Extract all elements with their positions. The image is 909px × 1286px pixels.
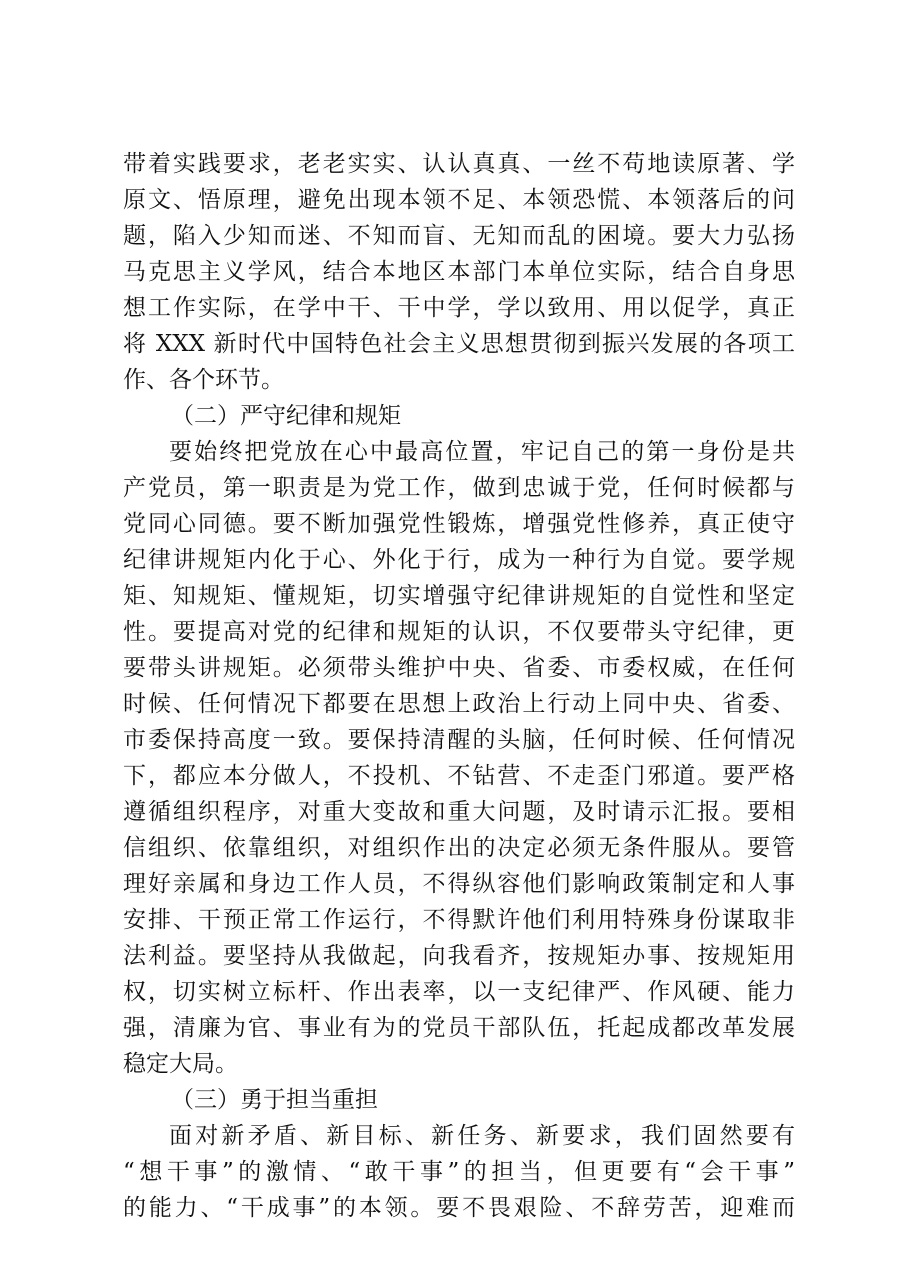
text-line: 权，切实树立标杆、作出表率，以一支纪律严、作风硬、能力 (123, 979, 795, 1005)
text-line: 矩、知规矩、懂规矩，切实增强守纪律讲规矩的自觉性和坚定 (123, 583, 795, 609)
text-line: 要带头讲规矩。必须带头维护中央、省委、市委权威，在任何 (123, 655, 795, 681)
text-line: 带着实践要求，老老实实、认认真真、一丝不苟地读原著、学 (123, 151, 795, 177)
text-line: 纪律讲规矩内化于心、外化于行，成为一种行为自觉。要学规 (123, 547, 795, 573)
text-line: 原文、悟原理，避免出现本领不足、本领恐慌、本领落后的问 (123, 187, 795, 213)
text-line: 稳定大局。 (123, 1051, 238, 1077)
section-heading-3: （三）勇于担当重担 (171, 1087, 378, 1113)
text-line: 时候、任何情况下都要在思想上政治上行动上同中央、省委、 (123, 691, 795, 717)
text-line: 法利益。要坚持从我做起，向我看齐，按规矩办事、按规矩用 (123, 943, 795, 969)
text-line: 想工作实际，在学中干、干中学，学以致用、用以促学，真正 (123, 295, 795, 321)
text-line: 党同心同德。要不断加强党性锻炼，增强党性修养，真正使守 (123, 511, 795, 537)
document-body (123, 146, 795, 1226)
text-line: 的能力、“干成事”的本领。要不畏艰险、不辞劳苦，迎难而 (123, 1195, 795, 1221)
text-line: 性。要提高对党的纪律和规矩的认识，不仅要带头守纪律，更 (123, 619, 795, 645)
paragraph-1 (123, 146, 795, 398)
text-line: 市委保持高度一致。要保持清醒的头脑，任何时候、任何情况 (123, 727, 795, 753)
text-line: 作、各个环节。 (123, 367, 284, 393)
text-line: 将 XXX 新时代中国特色社会主义思想贯彻到振兴发展的各项工 (123, 331, 795, 357)
text-line: 下，都应本分做人，不投机、不钻营、不走歪门邪道。要严格 (123, 763, 795, 789)
paragraph-3 (123, 1118, 795, 1226)
text-line: 强，清廉为官、事业有为的党员干部队伍，托起成都改革发展 (123, 1015, 795, 1041)
text-line: 题，陷入少知而迷、不知而盲、无知而乱的困境。要大力弘扬 (123, 223, 795, 249)
text-line: 要始终把党放在心中最高位置，牢记自己的第一身份是共 (169, 439, 795, 465)
text-line: 信组织、依靠组织，对组织作出的决定必须无条件服从。要管 (123, 835, 795, 861)
text-line: 产党员，第一职责是为党工作，做到忠诚于党，任何时候都与 (123, 475, 795, 501)
paragraph-2 (123, 434, 795, 1082)
text-line: 理好亲属和身边工作人员，不得纵容他们影响政策制定和人事 (123, 871, 795, 897)
text-line: 安排、干预正常工作运行，不得默许他们利用特殊身份谋取非 (123, 907, 795, 933)
section-heading-2: （二）严守纪律和规矩 (171, 403, 401, 429)
text-line: 面对新矛盾、新目标、新任务、新要求，我们固然要有 (169, 1123, 795, 1149)
text-line: 遵循组织程序，对重大变故和重大问题，及时请示汇报。要相 (123, 799, 795, 825)
text-line: 马克思主义学风，结合本地区本部门本单位实际，结合自身思 (123, 259, 795, 285)
text-line: “想干事”的激情、“敢干事”的担当，但更要有“会干事” (123, 1159, 795, 1185)
